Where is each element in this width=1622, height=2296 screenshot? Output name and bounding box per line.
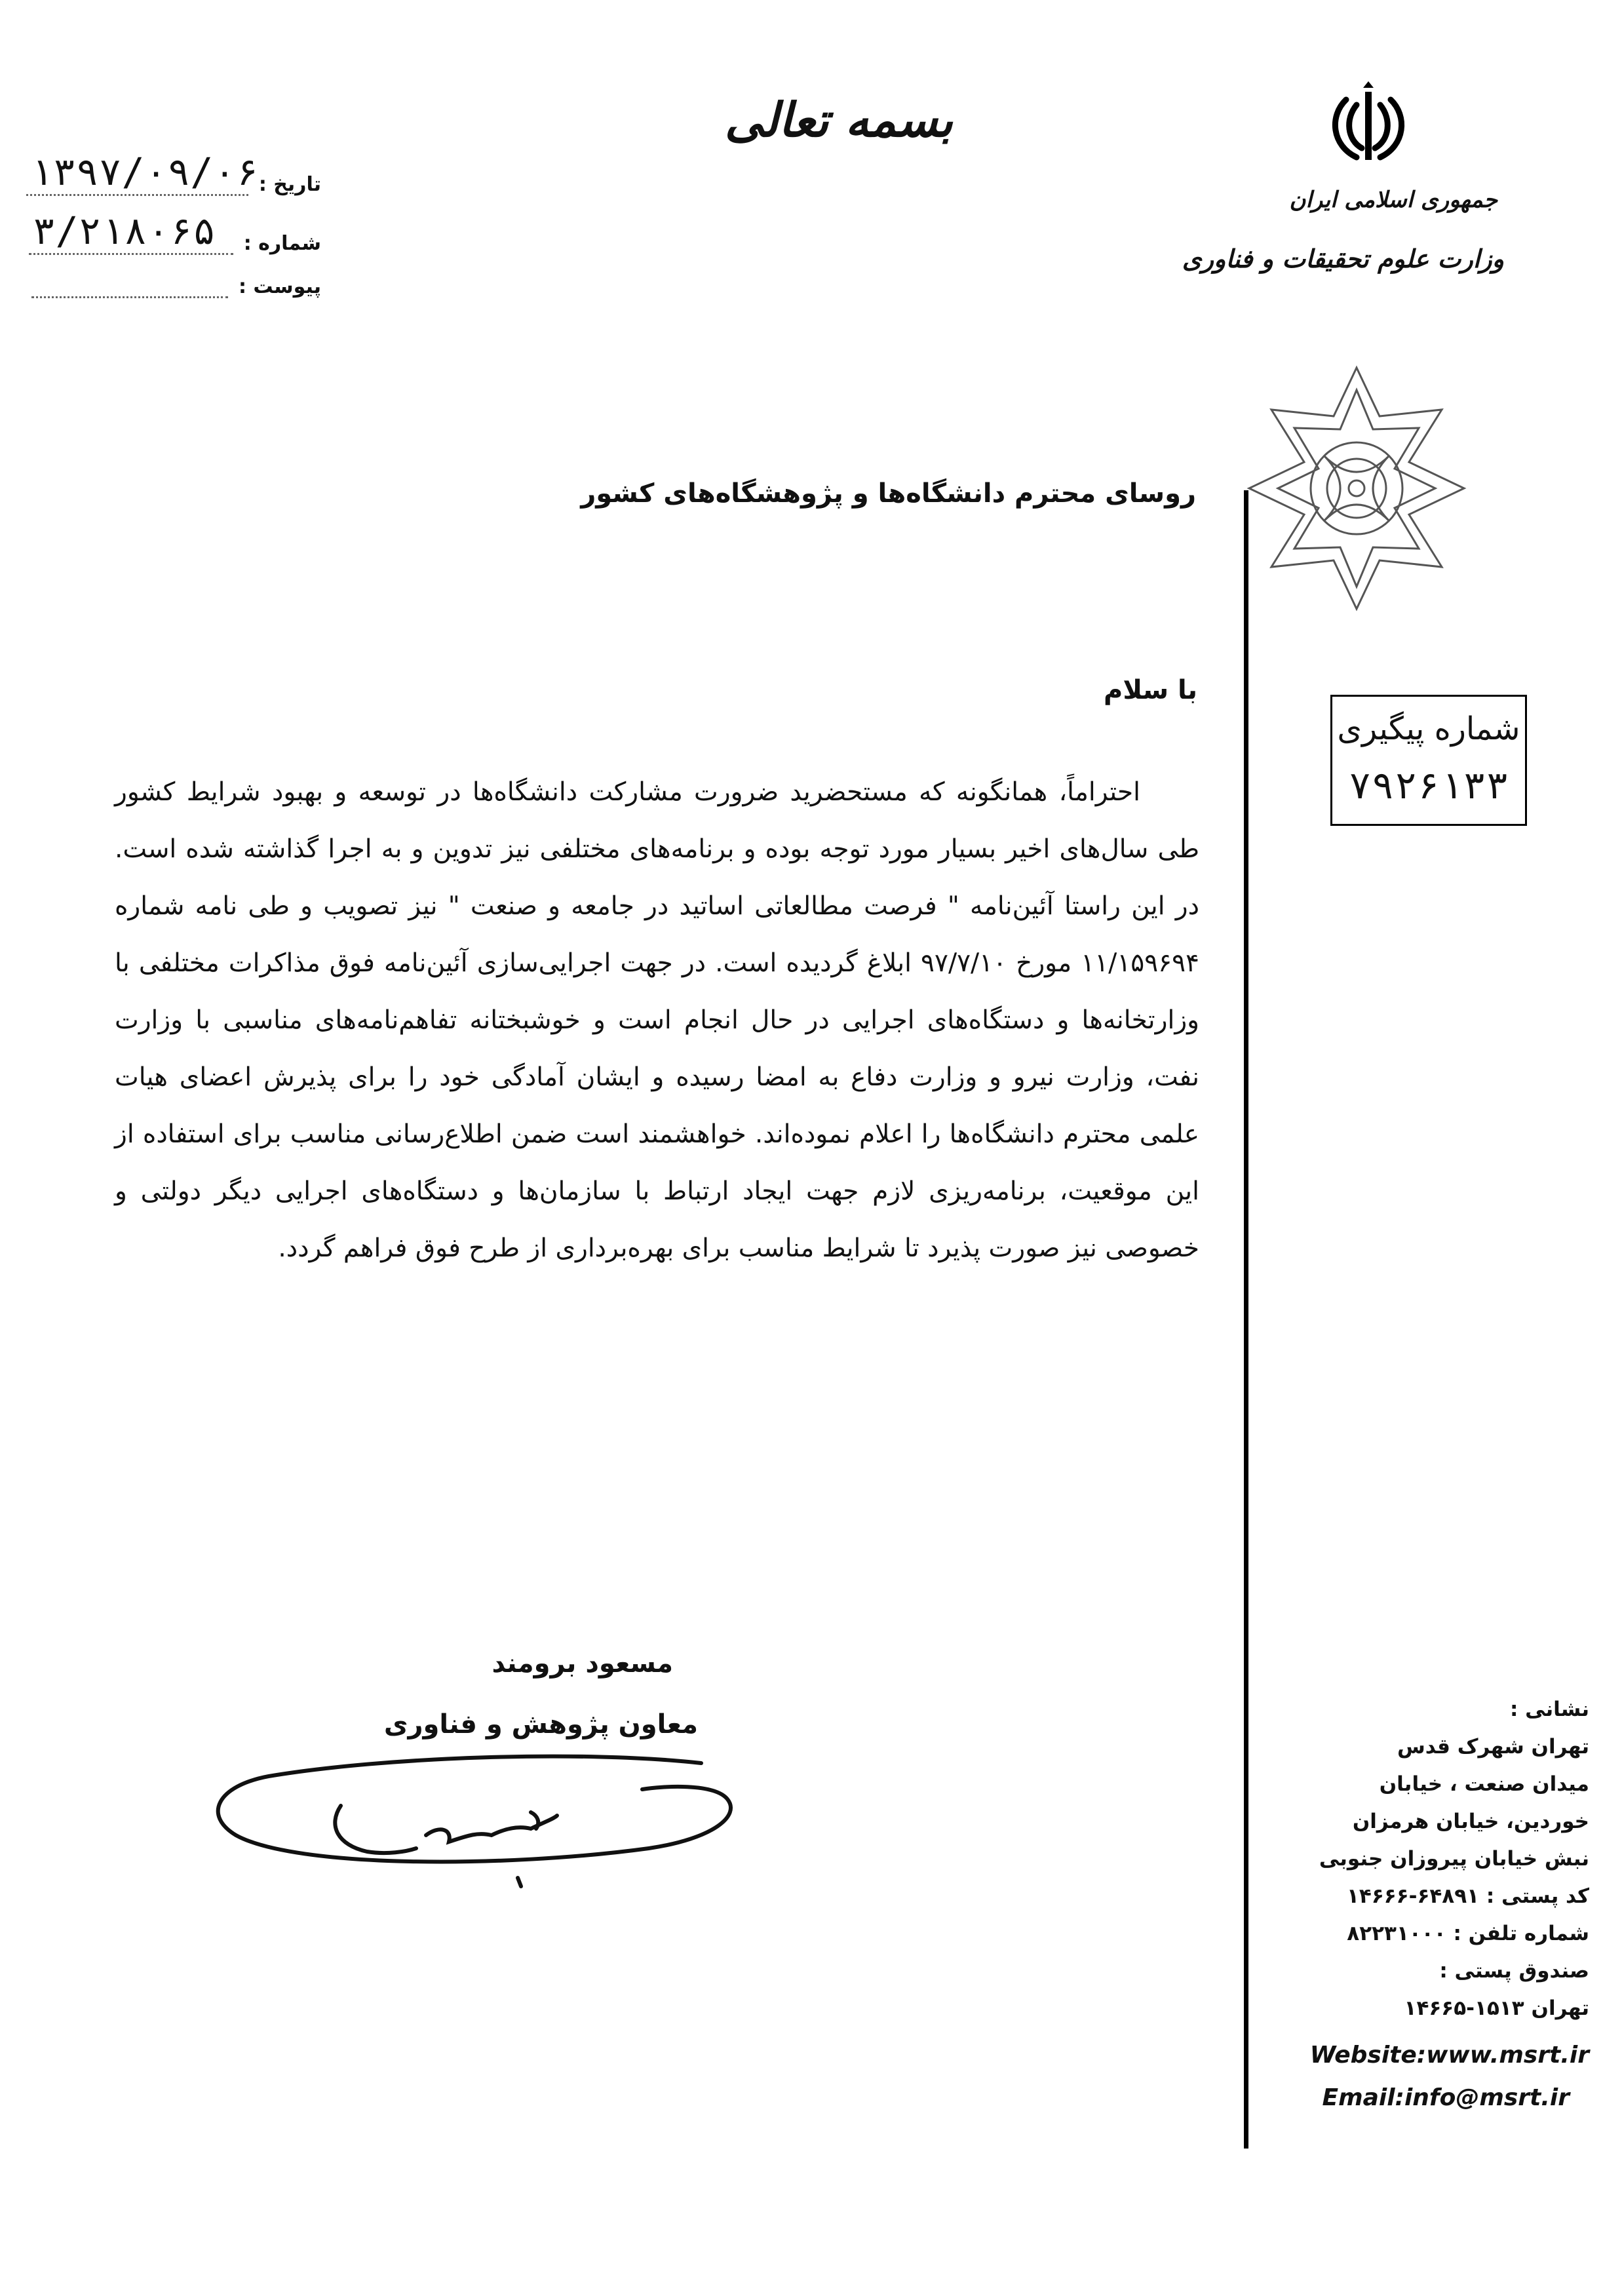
tracking-label: شماره پیگیری <box>1337 710 1520 747</box>
phone-number: شماره تلفن : ۸۲۲۳۱۰۰۰ <box>1347 1922 1589 1945</box>
date-value: ۱۳۹۷/۰۹/۰۶ <box>26 149 248 196</box>
islamic-ornament-icon <box>1245 364 1468 613</box>
address-line: نشانی : <box>1509 1698 1589 1721</box>
date-row <box>26 149 321 196</box>
address-line: میدان صنعت ، خیابان <box>1379 1772 1589 1796</box>
address-block <box>1314 1691 1589 2027</box>
attachment-value <box>31 277 228 298</box>
attachment-label: پیوست : <box>238 275 321 298</box>
greeting: با سلام <box>1104 675 1197 705</box>
number-label: شماره : <box>243 232 321 255</box>
number-value: ۳/۲۱۸۰۶۵ <box>29 208 233 255</box>
website-link[interactable]: Website:www.msrt.ir <box>1309 2042 1589 2069</box>
recipient-heading: روسای محترم دانشگاه‌ها و پژوهشگاه‌های کشور <box>581 478 1196 509</box>
postal-code: کد پستی : ۶۴۸۹۱-۱۴۶۶۶ <box>1346 1884 1589 1908</box>
handwritten-signature <box>190 1737 754 1901</box>
tracking-number: ۷۹۲۶۱۳۳ <box>1348 763 1509 807</box>
tracking-box <box>1330 695 1527 826</box>
iran-emblem-icon <box>1323 80 1414 172</box>
ministry-line1: جمهوری اسلامی ایران <box>1289 187 1497 213</box>
vertical-divider <box>1244 490 1248 2149</box>
ministry-line2: وزارت علوم تحقیقات و فناوری <box>1182 244 1504 273</box>
letter-body <box>115 764 1199 1277</box>
address-line: تهران شهرک قدس <box>1397 1735 1589 1759</box>
address-line: خوردین، خیابان هرمزان <box>1352 1810 1589 1833</box>
number-row <box>26 208 321 255</box>
signatory-title: معاون پژوهش و فناوری <box>383 1709 698 1740</box>
attachment-row <box>26 275 321 298</box>
basmala: بسمه تعالی <box>724 92 954 147</box>
po-box: تهران ۱۵۱۳-۱۴۶۶۵ <box>1404 1996 1589 2020</box>
date-label: تاریخ : <box>258 173 321 196</box>
po-box-label: صندوق پستی : <box>1439 1959 1589 1983</box>
signatory-name: مسعود برومند <box>492 1648 673 1679</box>
address-line: نبش خیابان پیروزان جنوبی <box>1319 1847 1589 1871</box>
email-link[interactable]: Email:info@msrt.ir <box>1322 2084 1570 2111</box>
body-paragraph: احتراماً، همانگونه که مستحضرید ضرورت مشارکت دانشگاه‌ها در توسعه و بهبود شرایط کشور طی سال‌های اخیر بسیار مورد توجه بوده و برنامه‌های مختلفی نیز تدوین و به اجرا گذاشته شده است. در این راستا آئین‌نامه " فرصت مطالعاتی اساتید در جامعه و صنعت " نیز تصویب و طی نامه شماره ۱۱/۱۵۹۶۹۴ مورخ ۹۷/۷/۱۰ ابلاغ گردیده است. در جهت اجرایی‌سازی آئین‌نامه فوق مذاکرات مختلفی با وزارتخانه‌ها و دستگاه‌های اجرایی در حال انجام است و خوشبختانه تفاهم‌نامه‌های مناسبی با وزارت نفت، وزارت نیرو و وزارت دفاع به امضا رسیده و ایشان آمادگی خود را برای پذیرش اعضای هیات علمی محترم دانشگاه‌ها را اعلام نموده‌اند. خواهشمند است ضمن اطلاع‌رسانی مناسب برای استفاده از این موقعیت، برنامه‌ریزی لازم جهت ایجاد ارتباط با سازمان‌ها و دستگاه‌های اجرایی دیگر دولتی و خصوصی نیز صورت پذیرد تا شرایط مناسب برای بهره‌برداری از طرح فوق فراهم گردد. <box>115 777 1199 1263</box>
